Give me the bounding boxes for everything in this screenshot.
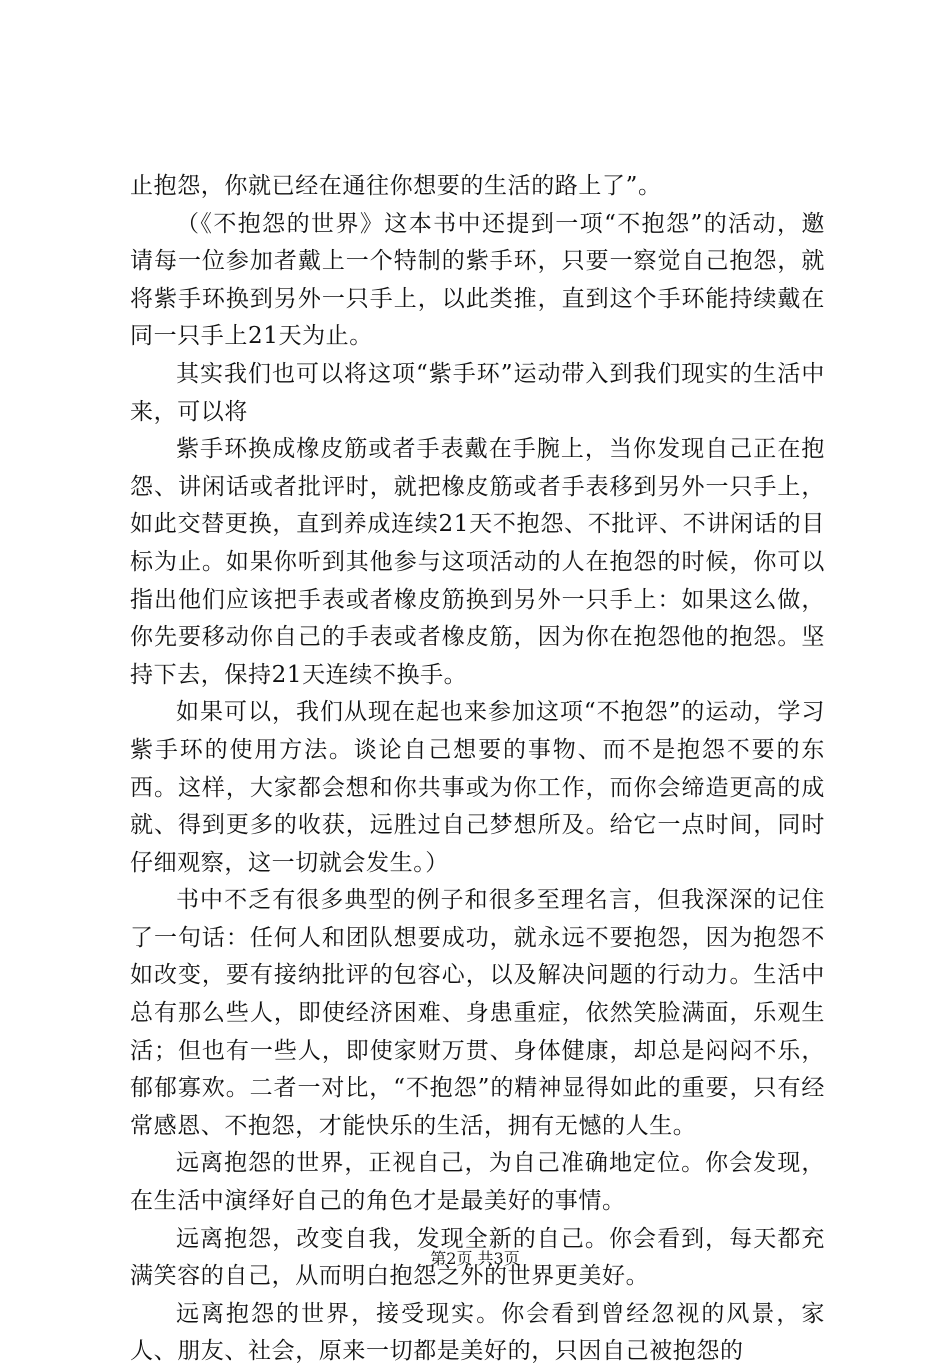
paragraph-7: 远离抱怨的世界，正视自己，为自己准确地定位。你会发现，在生活中演绎好自己的角色才是最美好的事情。 (130, 1150, 825, 1215)
paragraph-8: 远离抱怨，改变自我，发现全新的自己。你会看到，每天都充满笑容的自己，从而明白抱怨之外的世界更美好。 (130, 1225, 825, 1290)
paragraph-1: 止抱怨，你就已经在通往你想要的生活的路上了”。 (130, 173, 662, 199)
paragraph-6: 书中不乏有很多典型的例子和很多至理名言，但我深深的记住了一句话：任何人和团队想要成功，就永远不要抱怨，因为抱怨不如改变，要有接纳批评的包容心，以及解决问题的行动力。生活中总有那么些人，即使经济困难、身患重症，依然笑脸满面，乐观生活；但也有一些人，即使家财万贯、身体健康，却总是闷闷不乐，郁郁寡欢。二者一对比，“不抱怨”的精神显得如此的重要，只有经常感恩、不抱怨，才能快乐的生活，拥有无憾的人生。 (130, 887, 825, 1139)
paragraph-5: 如果可以，我们从现在起也来参加这项“不抱怨”的运动，学习紫手环的使用方法。谈论自己想要的事物、而不是抱怨不要的东西。这样，大家都会想和你共事或为你工作，而你会缔造更高的成就、得到更多的收获，远胜过自己梦想所及。给它一点时间，同时仔细观察，这一切就会发生。） (130, 699, 825, 876)
paragraph-2: （《不抱怨的世界》这本书中还提到一项“不抱怨”的活动，邀请每一位参加者戴上一个特制的紫手环，只要一察觉自己抱怨，就将紫手环换到另外一只手上，以此类推，直到这个手环能持续戴在同一只手上21天为止。 (130, 210, 825, 350)
paragraph-9: 远离抱怨的世界，接受现实。你会看到曾经忽视的风景，家人、朋友、社会，原来一切都是美好的，只因自己被抱怨的 (130, 1300, 825, 1365)
page-number-footer: 第2页 共3页 (430, 1249, 520, 1268)
paragraph-4: 紫手环换成橡皮筋或者手表戴在手腕上，当你发现自己正在抱怨、讲闲话或者批评时，就把橡皮筋或者手表移到另外一只手上，如此交替更换，直到养成连续21天不抱怨、不批评、不讲闲话的目标为止。如果你听到其他参与这项活动的人在抱怨的时候，你可以指出他们应该把手表或者橡皮筋换到另外一只手上：如果这么做，你先要移动你自己的手表或者橡皮筋，因为你在抱怨他的抱怨。坚持下去，保持21天连续不换手。 (130, 436, 825, 688)
document-body (130, 168, 825, 1371)
paragraph-3: 其实我们也可以将这项“紫手环”运动带入到我们现实的生活中来，可以将 (130, 360, 825, 425)
